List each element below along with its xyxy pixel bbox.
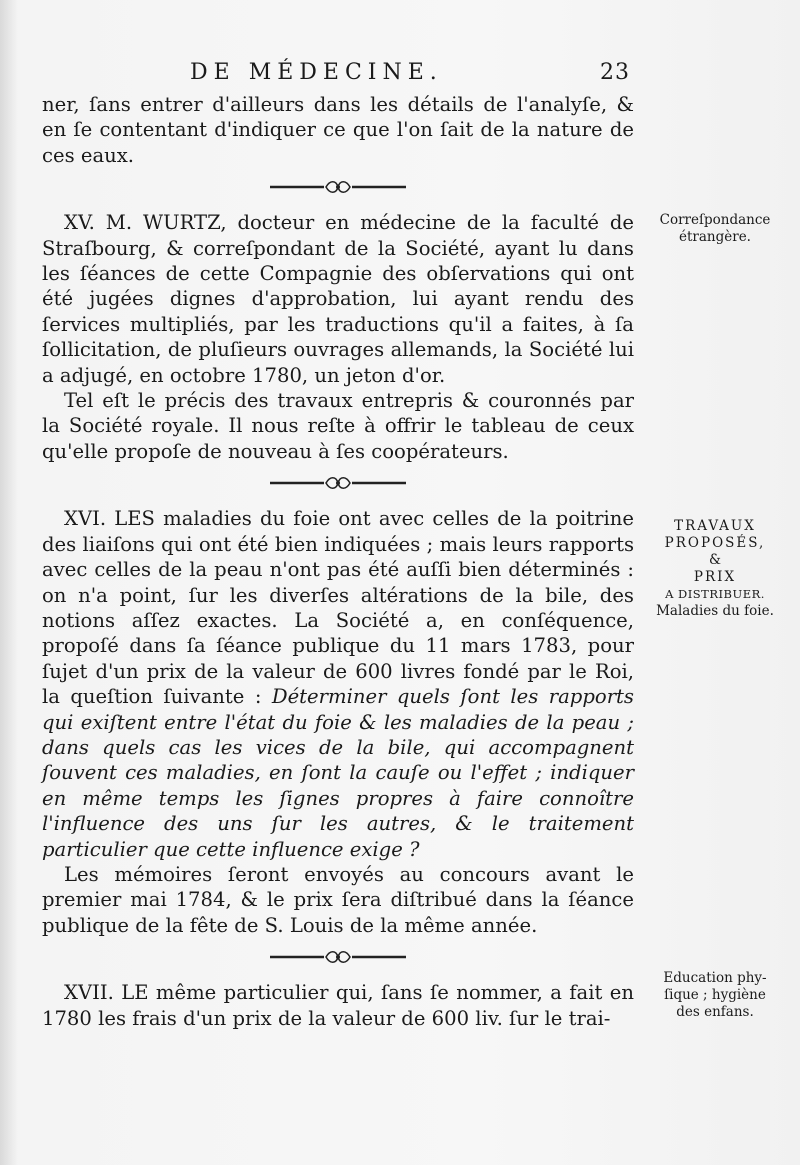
fleuron-rule-icon: [42, 946, 634, 970]
running-title: DE MÉDECINE.: [190, 60, 443, 85]
margin-note-correspondance: [640, 212, 790, 246]
section-15-summary: Tel eſt le précis des travaux entrepris & couronnés par la Société royale. Il nous reſte à offrir le tableau de ceux qu'elle propoſe de nouveau à ſes coopérateurs.: [42, 389, 634, 463]
section-16: [42, 506, 634, 862]
section-15-text: M. WURTZ, docteur en médecine de la faculté de Straſbourg, & correſpondant de la Société, ayant lu dans les ſéances de cette Compagnie des obſervations qui ont été jugées dignes d'approbation, lui ayant rendu des ſervices multipliés, par les traductions qu'il a faites, à ſa ſollicitation, de pluſieurs ouvrages allemands, la Société lui a adjugé, en octobre 1780, un jeton d'or.: [42, 211, 634, 387]
section-number: XV.: [64, 211, 95, 235]
main-text-column: [42, 92, 634, 1031]
fleuron-rule-icon: [42, 176, 634, 200]
margin-note-travaux: [640, 518, 790, 620]
page-number: 23: [600, 60, 630, 85]
section-number: XVII.: [64, 981, 114, 1005]
margin-note-line: TRAVAUX: [674, 518, 756, 534]
section-15: [42, 210, 634, 388]
fleuron-rule-icon: [42, 472, 634, 496]
section-17-text: LE même particulier qui, ſans ſe nommer, a fait en 1780 les frais d'un prix de la valeur de 600 liv. ſur le trai-: [42, 981, 634, 1030]
margin-note-education: [640, 970, 790, 1021]
paragraph-continuation: ner, ſans entrer d'ailleurs dans les détails de l'analyſe, & en ſe contentant d'indiquer ce que l'on ſait de la nature de ces eaux.: [42, 93, 634, 167]
margin-note-line: étrangère.: [679, 229, 751, 245]
prize-question: Déterminer quels ſont les rapports qui exiſtent entre l'état du foie & les maladies de la peau ; dans quels cas les vices de la bile, qui accompagnent ſouvent ces maladies, en ſont la cauſe ou l'effet ; indiquer en même temps les ſignes propres à faire connoître l'influence des uns ſur les autres, & le traitement particulier que cette influence exige ?: [42, 685, 634, 861]
section-number: XVI.: [64, 507, 107, 531]
margin-note-line: &: [708, 552, 722, 568]
margin-note-line: Correſpondance: [659, 212, 771, 228]
section-16-text: LES maladies du foie ont avec celles de la poitrine des liaiſons qui ont été bien indiquées ; mais leurs rapports avec celles de la peau n'ont pas été auſſi bien déterminés : on n'a point, ſur les diverſes altérations de la bile, des notions aſſez exactes. La Société a, en conſéquence, propoſé dans ſa ſéance publique du 11 mars 1783, pour ſujet d'un prix de la valeur de 600 livres fondé par le Roi, la queſtion ſuivante :: [42, 507, 634, 709]
margin-note-line: PRIX: [693, 569, 737, 585]
margin-note-line: PROPOSÉS,: [664, 535, 766, 551]
margin-note-line: ſique ; hygiène: [664, 987, 766, 1003]
margin-note-line: des enfans.: [676, 1004, 754, 1020]
section-16-deadline: Les mémoires ſeront envoyés au concours avant le premier mai 1784, & le prix ſera diſtribué dans la ſéance publique de la fête de S. Louis de la même année.: [42, 862, 634, 937]
margin-note-line: A DISTRIBUER.: [665, 587, 765, 601]
margin-note-line: Maladies du foie.: [656, 603, 774, 619]
section-17: [42, 980, 634, 1031]
margin-note-line: Education phy-: [663, 970, 767, 986]
